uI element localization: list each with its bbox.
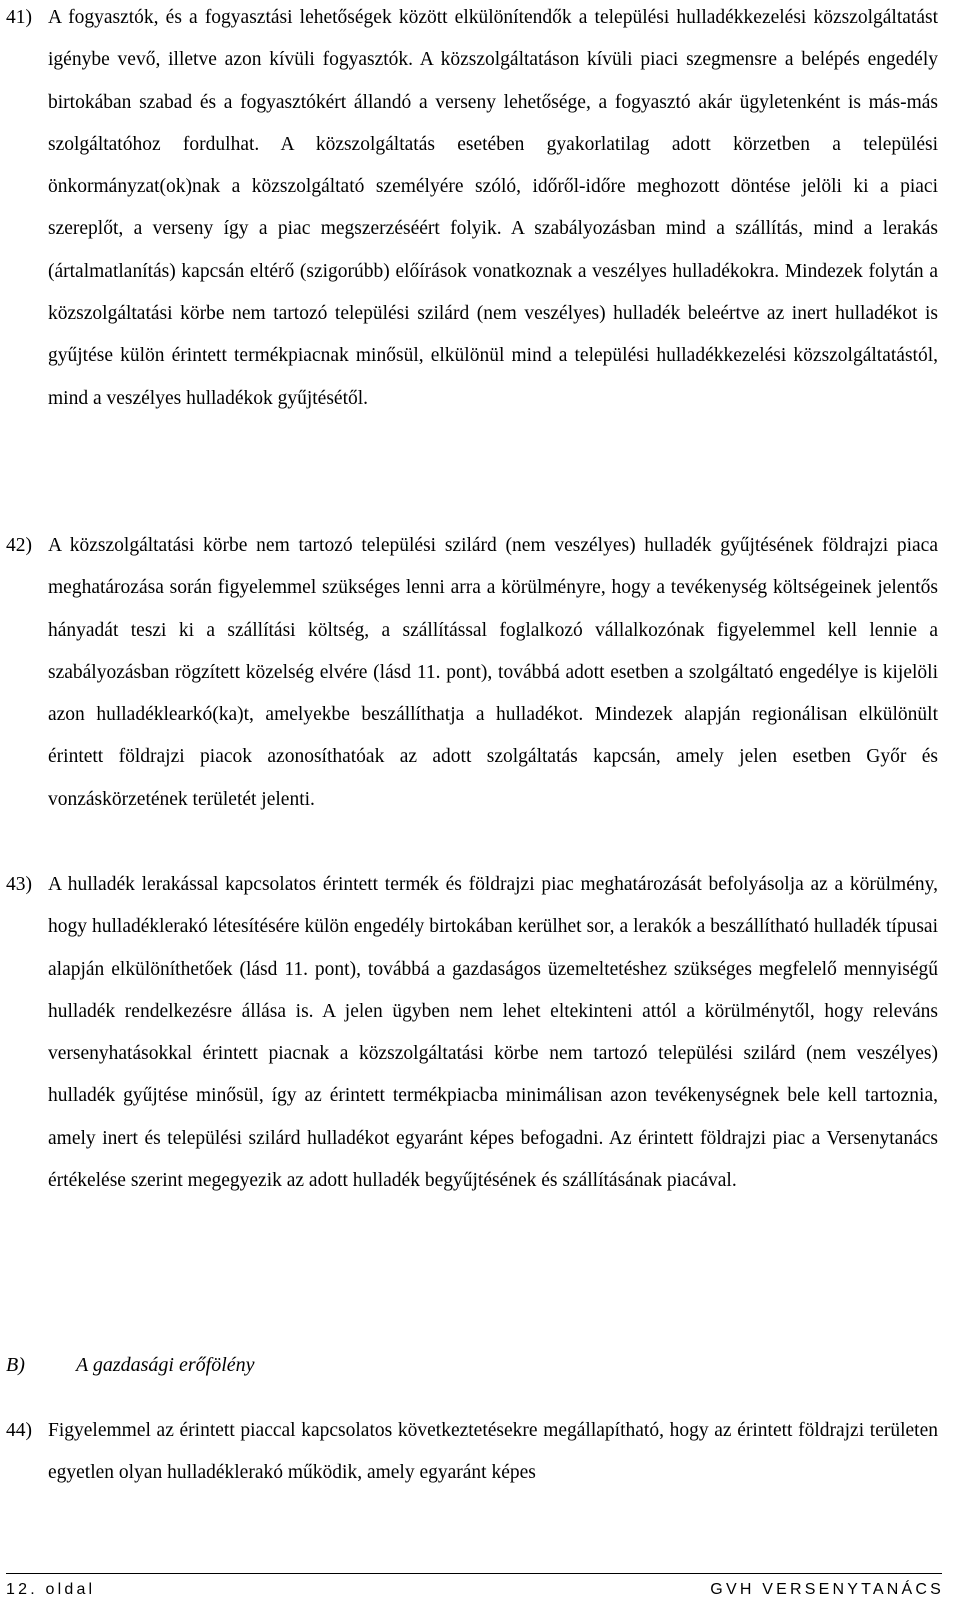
paragraph-number: 41): [6, 7, 32, 28]
paragraph-text: A fogyasztók, és a fogyasztási lehetőségek között elkülönítendők a települési hulladékkezelési közszolgáltatást igénybe vevő, illetve azon kívüli fogyasztók. A közszolgáltatáson kívüli piaci szegmensre a belépés engedély birtokában szabad és a fogyasztókért állandó a verseny lehetősége, a fogyasztó akár ügyletenként is más-más szolgáltatóhoz fordulhat. A közszolgáltatás esetében gyakorlatilag adott körzetben a települési önkormányzat(ok)nak a közszolgáltató személyére szóló, időről-időre meghozott döntése jelöli ki a piaci szereplőt, a verseny így a piac megszerzéséért folyik. A szabályozásban mind a szállítás, mind a lerakás (ártalmatlanítás) kapcsán eltérő (szigorúbb) előírások vonatkoznak a veszélyes hulladékokra. Mindezek folytán a közszolgáltatási körbe nem tartozó települési szilárd (nem veszélyes) hulladék beleértve az inert hulladékot is gyűjtése külön érintett termékpiacnak minősül, elkülönül mind a települési hulladékkezelési közszolgáltatástól, mind a veszélyes hulladékok gyűjtésétől.: [48, 7, 938, 409]
paragraph-number: 44): [6, 1420, 32, 1441]
footer-organization: GVH VERSENYTANÁCS: [710, 1581, 944, 1598]
page-number: 12. oldal: [6, 1581, 96, 1598]
paragraph-text: Figyelemmel az érintett piaccal kapcsolatos következtetésekre megállapítható, hogy az érintett földrajzi területen egyetlen olyan hulladéklerakó működik, amely egyaránt képes: [48, 1420, 938, 1484]
paragraph-text: A hulladék lerakással kapcsolatos érintett termék és földrajzi piac meghatározását befolyásolja az a körülmény, hogy hulladéklerakó létesítésére külön engedély birtokában kerülhet sor, a lerakók a beszállítható hulladék típusai alapján elkülöníthetőek (lásd 11. pont), továbbá a gazdaságos üzemeltetéshez szükséges megfelelő mennyiségű hulladék rendelkezésre állása is. A jelen ügyben nem lehet eltekinteni attól a körülménytől, hogy releváns versenyhatásokkal érintett piacnak a közszolgáltatási körbe nem tartozó települési szilárd (nem veszélyes) hulladék gyűjtése minősül, így az érintett termékpiacba minimálisan azon tevékenységnek bele kell tartoznia, amely inert és települési szilárd hulladékot egyaránt képes befogadni. Az érintett földrajzi piac a Versenytanács értékelése szerint megegyezik az adott hulladék begyűjtésének és szállításának piacával.: [48, 874, 938, 1192]
paragraph-number: 42): [6, 535, 32, 556]
section-title: A gazdasági erőfölény: [76, 1354, 255, 1376]
paragraph-number: 43): [6, 874, 32, 895]
section-letter: B): [6, 1354, 25, 1376]
footer-divider: [6, 1573, 942, 1574]
paragraph-text: A közszolgáltatási körbe nem tartozó települési szilárd (nem veszélyes) hulladék gyűjtésének földrajzi piaca meghatározása során figyelemmel szükséges lenni arra a körülményre, hogy a tevékenység költségeinek jelentős hányadát teszi ki a szállítási költség, a szállítással foglalkozó vállalkozónak figyelemmel kell lennie a szabályozásban rögzített közelség elvére (lásd 11. pont), továbbá adott esetben a szolgáltató engedélye is kijelöli azon hulladéklearkó(ka)t, amelyekbe beszállíthatja a hulladékot. Mindezek alapján regionálisan elkülönült érintett földrajzi piacok azonosíthatóak az adott szolgáltatás kapcsán, amely jelen esetben Győr és vonzáskörzetének területét jelenti.: [48, 535, 938, 810]
